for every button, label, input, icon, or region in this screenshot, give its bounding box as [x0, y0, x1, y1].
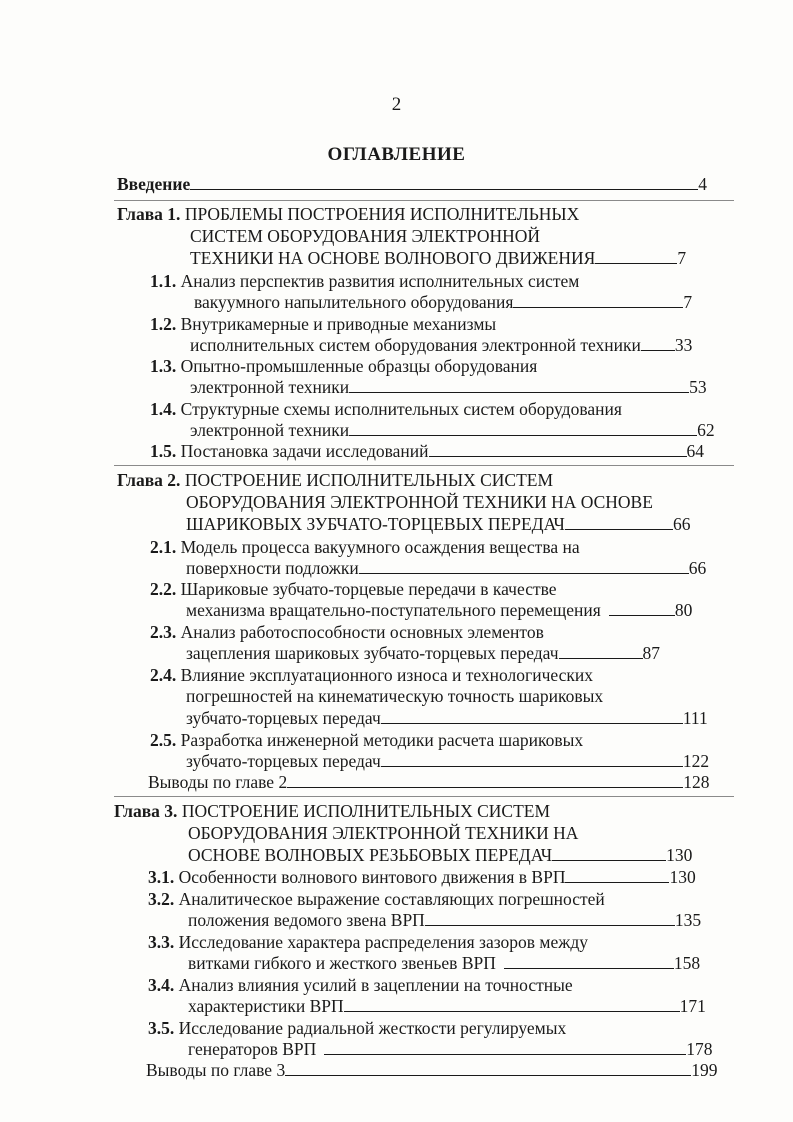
leader-line	[595, 247, 677, 264]
section-title-line: Постановка задачи исследований	[180, 441, 429, 461]
section-title-line: витками гибкого и жесткого звеньев ВРП	[188, 953, 496, 973]
section-title-line: Структурные схемы исполнительных систем оборудования	[180, 399, 622, 419]
section-title-line: Модель процесса вакуумного осаждения вещества на	[180, 537, 580, 557]
leader-line	[504, 952, 674, 969]
section-title-line: Аналитическое выражение составляющих погрешностей	[178, 889, 605, 909]
section-title-line: Разработка инженерной методики расчета шариковых	[180, 730, 584, 750]
section-page: 135	[674, 910, 702, 930]
section-title-line: погрешностей на кинематическую точность шариковых	[186, 686, 604, 706]
toc-entry-intro[interactable]	[117, 173, 707, 195]
page-number: 2	[391, 94, 402, 115]
chapter-3-title-line: ОБОРУДОВАНИЯ ЭЛЕКТРОННОЙ ТЕХНИКИ НА	[188, 823, 579, 843]
section-number: 2.4.	[150, 665, 177, 685]
conclusion-label: Выводы по главе 3	[146, 1060, 286, 1080]
leader-line	[190, 173, 698, 190]
divider	[114, 465, 734, 466]
section-number: 3.3.	[148, 932, 175, 952]
section-page: 64	[686, 441, 705, 461]
section-title-line: вакуумного напылительного оборудования	[194, 292, 514, 312]
section-page: 62	[697, 420, 715, 440]
divider	[114, 796, 734, 797]
section-title-line: зацепления шариковых зубчато-торцевых передач	[186, 643, 559, 663]
leader-line	[641, 334, 675, 351]
leader-line	[552, 844, 666, 861]
leader-line	[324, 1038, 686, 1055]
chapter-2-label: Глава 2.	[117, 470, 181, 490]
section-title-line: Исследование радиальной жесткости регулируемых	[178, 1018, 567, 1038]
section-number: 1.3.	[150, 356, 177, 376]
section-title-line: генераторов ВРП	[188, 1039, 317, 1059]
chapter-2-title-line: ПОСТРОЕНИЕ ИСПОЛНИТЕЛЬНЫХ СИСТЕМ	[184, 470, 554, 490]
chapter-1-page: 7	[677, 248, 687, 268]
leader-line	[285, 1059, 691, 1076]
section-page: 111	[682, 708, 708, 728]
conclusion-label: Выводы по главе 2	[148, 772, 288, 792]
chapter-2-title-line: ШАРИКОВЫХ ЗУБЧАТО-ТОРЦЕВЫХ ПЕРЕДАЧ	[186, 514, 565, 534]
section-number: 3.1.	[148, 867, 175, 887]
section-page: 7	[683, 292, 693, 312]
chapter-2-page: 66	[672, 514, 691, 534]
section-title-line: Особенности волнового винтового движения в ВРП	[178, 867, 566, 887]
section-page: 178	[686, 1039, 713, 1059]
divider	[114, 200, 734, 201]
leader-line	[349, 419, 697, 436]
section-title-line: Влияние эксплуатационного износа и технологических	[180, 665, 593, 685]
toc-title: ОГЛАВЛЕНИЕ	[327, 144, 466, 165]
leader-line	[381, 707, 683, 724]
section-page: 80	[674, 600, 693, 620]
section-number: 1.5.	[150, 441, 177, 461]
section-title-line: поверхности подложки	[186, 558, 359, 578]
section-number: 1.4.	[150, 399, 177, 419]
leader-line	[344, 995, 680, 1012]
chapter-3-title-line: ОСНОВЕ ВОЛНОВЫХ РЕЗЬБОВЫХ ПЕРЕДАЧ	[188, 845, 553, 865]
section-page: 158	[673, 953, 701, 973]
section-page: 87	[642, 643, 660, 663]
section-title-line: характеристики ВРП	[188, 996, 344, 1016]
section-title-line: Анализ перспектив развития исполнительных систем	[180, 271, 580, 291]
section-page: 53	[689, 377, 707, 397]
section-title-line: электронной техники	[190, 377, 350, 397]
section-number: 2.2.	[150, 579, 177, 599]
section-title-line: Шариковые зубчато-торцевые передачи в качестве	[180, 579, 557, 599]
section-number: 1.2.	[150, 314, 177, 334]
leader-line	[559, 642, 643, 659]
section-number: 2.3.	[150, 622, 177, 642]
section-number: 2.1.	[150, 537, 177, 557]
section-title-line: Исследование характера распределения зазоров между	[178, 932, 589, 952]
chapter-2-title-line: ОБОРУДОВАНИЯ ЭЛЕКТРОННОЙ ТЕХНИКИ НА ОСНОВЕ	[186, 492, 653, 512]
section-title-line: зубчато-торцевых передач	[186, 751, 381, 771]
leader-line	[381, 750, 683, 767]
intro-page: 4	[698, 174, 707, 194]
leader-line	[429, 440, 687, 457]
chapter-1-title-line: ПРОБЛЕМЫ ПОСТРОЕНИЯ ИСПОЛНИТЕЛЬНЫХ	[184, 204, 580, 224]
chapter-3-page: 130	[666, 845, 693, 865]
section-number: 3.5.	[148, 1018, 175, 1038]
section-title-line: зубчато-торцевых передач	[186, 708, 381, 728]
section-page: 66	[688, 558, 707, 578]
section-number: 1.1.	[150, 271, 177, 291]
section-number: 3.4.	[148, 975, 175, 995]
section-number: 2.5.	[150, 730, 177, 750]
section-title-line: исполнительных систем оборудования электронной техники	[190, 335, 641, 355]
leader-line	[513, 291, 683, 308]
leader-line	[565, 513, 673, 530]
section-title-line: электронной техники	[190, 420, 350, 440]
section-title-line: механизма вращательно-поступательного перемещения	[186, 600, 601, 620]
intro-label: Введение	[117, 174, 191, 194]
section-title-line: Анализ влияния усилий в зацеплении на точностные	[178, 975, 573, 995]
section-title-line: Внутрикамерные и приводные механизмы	[180, 314, 497, 334]
section-title-line: Анализ работоспособности основных элементов	[180, 622, 544, 642]
section-page: 122	[682, 751, 710, 771]
leader-line	[349, 376, 689, 393]
section-title-line: положения ведомого звена ВРП	[188, 910, 425, 930]
section-page: 171	[679, 996, 706, 1016]
chapter-3-label: Глава 3.	[114, 801, 178, 821]
section-page: 33	[674, 335, 693, 355]
section-number: 3.2.	[148, 889, 175, 909]
leader-line	[359, 557, 689, 574]
chapter-1-title-line: СИСТЕМ ОБОРУДОВАНИЯ ЭЛЕКТРОННОЙ	[190, 226, 541, 246]
conclusion-page: 128	[683, 772, 710, 792]
leader-line	[425, 909, 675, 926]
section-title-line: Опытно-промышленные образцы оборудования	[180, 356, 538, 376]
leader-line	[287, 771, 683, 788]
chapter-3-title-line: ПОСТРОЕНИЕ ИСПОЛНИТЕЛЬНЫХ СИСТЕМ	[181, 801, 551, 821]
section-page: 130	[669, 867, 696, 887]
chapter-1-title-line: ТЕХНИКИ НА ОСНОВЕ ВОЛНОВОГО ДВИЖЕНИЯ	[190, 248, 596, 268]
conclusion-page: 199	[691, 1060, 718, 1080]
leader-line	[565, 866, 669, 883]
leader-line	[609, 599, 675, 616]
chapter-1-label: Глава 1.	[117, 204, 181, 224]
